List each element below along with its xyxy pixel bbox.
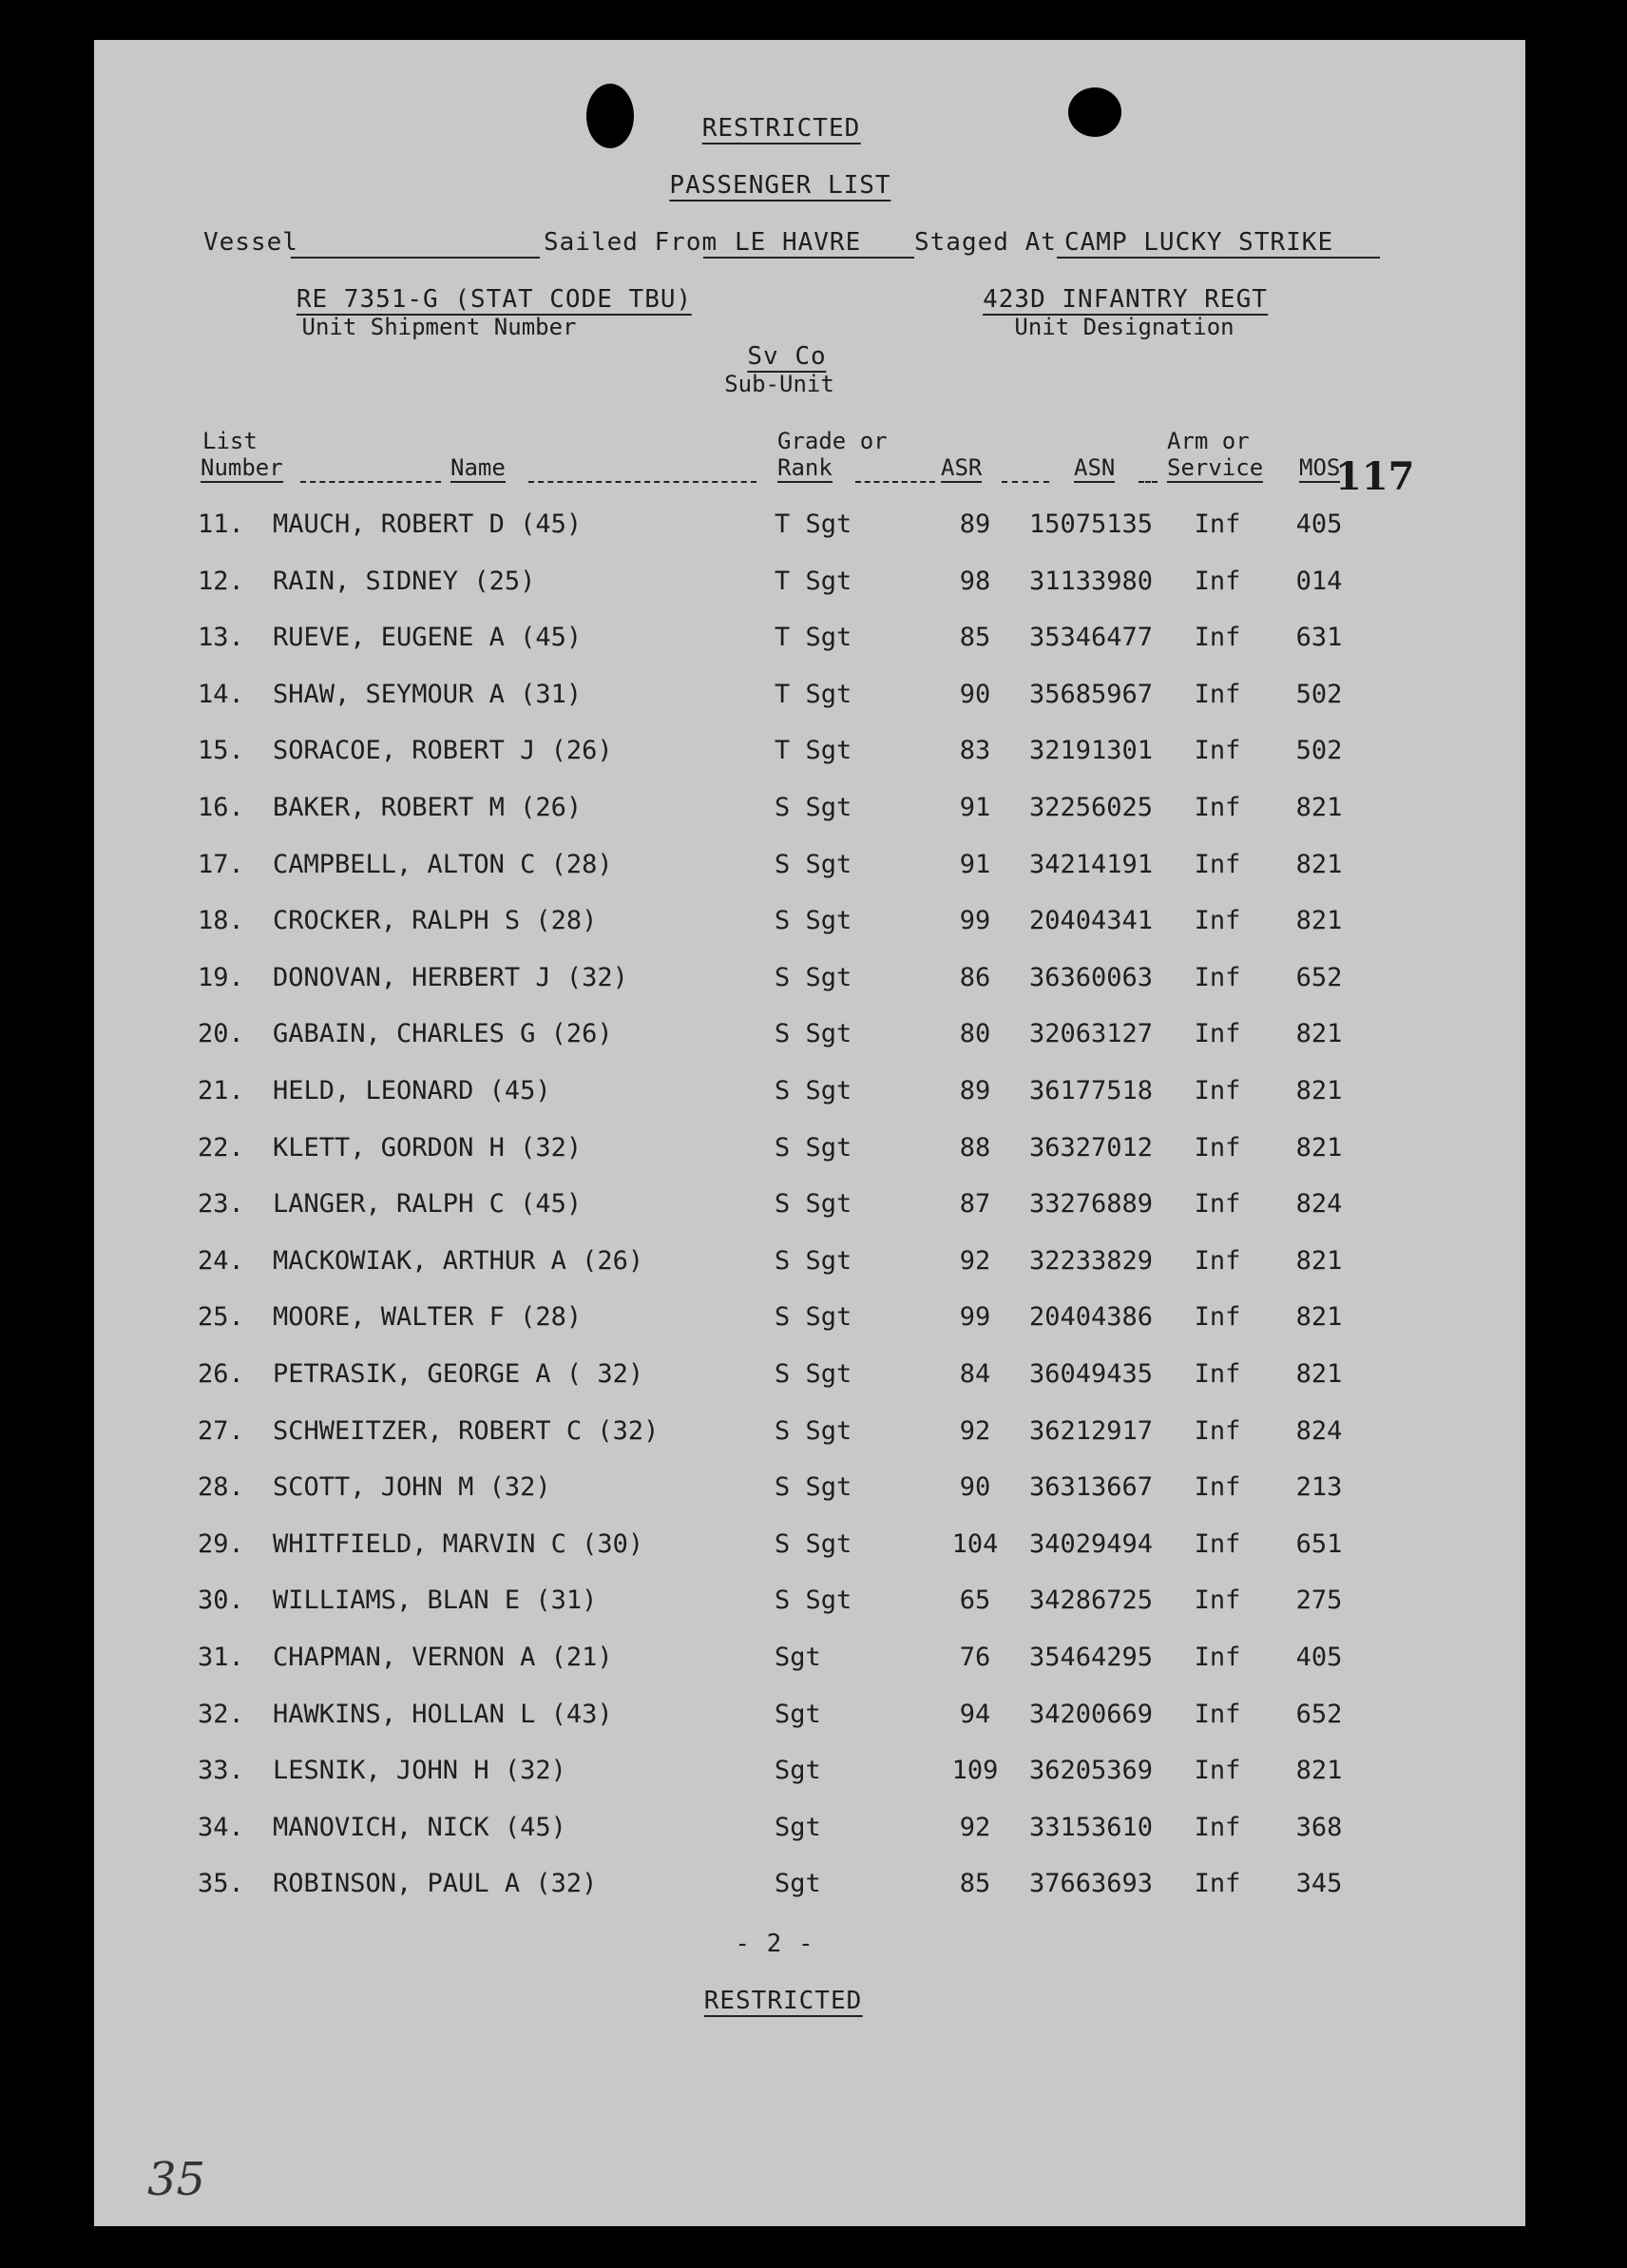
row-name: MAUCH, ROBERT D (45)	[273, 509, 583, 539]
row-arm-service: Inf	[1194, 1019, 1241, 1048]
table-row	[0, 850, 1627, 888]
row-mos: 821	[1295, 793, 1343, 822]
row-grade: S Sgt	[775, 1189, 852, 1219]
row-mos: 821	[1295, 1246, 1343, 1276]
row-arm-service: Inf	[1194, 1813, 1241, 1842]
col-asr: ASR	[941, 454, 983, 481]
row-list-number: 30.	[198, 1586, 244, 1615]
sub-unit-label: Sub-Unit	[724, 371, 834, 397]
table-row	[0, 1019, 1627, 1057]
row-mos: 821	[1295, 850, 1343, 879]
col-list-number-line2: Number	[201, 454, 283, 481]
row-asr: 88	[959, 1133, 991, 1163]
row-list-number: 29.	[198, 1529, 244, 1559]
row-grade: T Sgt	[775, 509, 852, 539]
row-arm-service: Inf	[1194, 1643, 1241, 1672]
row-list-number: 34.	[198, 1813, 244, 1842]
row-name: MANOVICH, NICK (45)	[273, 1813, 566, 1842]
row-name: SCOTT, JOHN M (32)	[273, 1472, 551, 1502]
row-arm-service: Inf	[1194, 850, 1241, 879]
row-asr: 87	[959, 1189, 991, 1219]
row-list-number: 15.	[198, 736, 244, 765]
row-grade: S Sgt	[775, 1586, 852, 1615]
table-row	[0, 736, 1627, 774]
row-list-number: 13.	[198, 623, 244, 652]
punch-hole-right	[1068, 87, 1121, 137]
row-asr: 99	[959, 1302, 991, 1332]
row-asr: 76	[959, 1643, 991, 1672]
row-list-number: 21.	[198, 1076, 244, 1105]
row-arm-service: Inf	[1194, 1246, 1241, 1276]
col-name: Name	[450, 454, 506, 481]
restricted-bottom: RESTRICTED	[703, 1987, 863, 2015]
table-row	[0, 509, 1627, 548]
row-grade: S Sgt	[775, 793, 852, 822]
page-title: PASSENGER LIST	[669, 171, 891, 200]
row-asn: 35346477	[1028, 623, 1154, 652]
row-grade: Sgt	[775, 1700, 821, 1729]
row-name: LESNIK, JOHN H (32)	[273, 1756, 566, 1785]
table-row	[0, 793, 1627, 831]
row-name: RAIN, SIDNEY (25)	[273, 567, 536, 596]
col-grade-line1: Grade or	[777, 428, 888, 454]
row-name: WHITFIELD, MARVIN C (30)	[273, 1529, 644, 1559]
table-row	[0, 567, 1627, 605]
row-list-number: 25.	[198, 1302, 244, 1332]
row-mos: 405	[1295, 1643, 1343, 1672]
row-mos: 821	[1295, 1133, 1343, 1163]
row-grade: S Sgt	[775, 963, 852, 992]
row-asn: 20404386	[1028, 1302, 1154, 1332]
row-grade: Sgt	[775, 1643, 821, 1672]
table-row	[0, 1359, 1627, 1397]
row-asn: 34200669	[1028, 1700, 1154, 1729]
row-name: MACKOWIAK, ARTHUR A (26)	[273, 1246, 644, 1276]
row-mos: 821	[1295, 906, 1343, 935]
row-grade: S Sgt	[775, 1019, 852, 1048]
row-asr: 89	[959, 509, 991, 539]
col-list-number-line1: List	[202, 428, 258, 454]
row-arm-service: Inf	[1194, 1302, 1241, 1332]
row-name: GABAIN, CHARLES G (26)	[273, 1019, 613, 1048]
row-asn: 32256025	[1028, 793, 1154, 822]
row-mos: 345	[1295, 1869, 1343, 1898]
sub-unit-value: Sv Co	[747, 342, 827, 371]
row-name: HAWKINS, HOLLAN L (43)	[273, 1700, 613, 1729]
row-arm-service: Inf	[1194, 793, 1241, 822]
row-asn: 32191301	[1028, 736, 1154, 765]
row-arm-service: Inf	[1194, 1359, 1241, 1389]
row-list-number: 33.	[198, 1756, 244, 1785]
row-name: WILLIAMS, BLAN E (31)	[273, 1586, 598, 1615]
vessel-label: Vessel	[203, 228, 298, 257]
table-row	[0, 1076, 1627, 1114]
row-name: RUEVE, EUGENE A (45)	[273, 623, 583, 652]
col-arm-line1: Arm or	[1167, 428, 1250, 454]
row-mos: 824	[1295, 1416, 1343, 1446]
row-grade: S Sgt	[775, 1416, 852, 1446]
row-asr: 85	[959, 1869, 991, 1898]
row-name: LANGER, RALPH C (45)	[273, 1189, 583, 1219]
row-arm-service: Inf	[1194, 963, 1241, 992]
row-asn: 36205369	[1028, 1756, 1154, 1785]
row-arm-service: Inf	[1194, 1529, 1241, 1559]
row-asn: 34214191	[1028, 850, 1154, 879]
row-asr: 90	[959, 1472, 991, 1502]
row-grade: S Sgt	[775, 850, 852, 879]
row-arm-service: Inf	[1194, 1076, 1241, 1105]
col-grade-line2: Rank	[777, 454, 833, 481]
row-list-number: 32.	[198, 1700, 244, 1729]
row-list-number: 24.	[198, 1246, 244, 1276]
row-asr: 99	[959, 906, 991, 935]
shipment-number-label: Unit Shipment Number	[301, 314, 577, 340]
row-list-number: 20.	[198, 1019, 244, 1048]
row-grade: T Sgt	[775, 623, 852, 652]
row-mos: 405	[1295, 509, 1343, 539]
row-arm-service: Inf	[1194, 623, 1241, 652]
row-asr: 84	[959, 1359, 991, 1389]
row-list-number: 28.	[198, 1472, 244, 1502]
row-grade: S Sgt	[775, 1472, 852, 1502]
table-row	[0, 1700, 1627, 1738]
row-asn: 35685967	[1028, 680, 1154, 709]
row-arm-service: Inf	[1194, 1189, 1241, 1219]
row-grade: T Sgt	[775, 680, 852, 709]
row-mos: 275	[1295, 1586, 1343, 1615]
row-asn: 35464295	[1028, 1643, 1154, 1672]
row-asr: 89	[959, 1076, 991, 1105]
row-asr: 65	[959, 1586, 991, 1615]
row-mos: 631	[1295, 623, 1343, 652]
row-asn: 31133980	[1028, 567, 1154, 596]
table-row	[0, 1869, 1627, 1907]
punch-hole-left	[586, 84, 634, 148]
table-row	[0, 1133, 1627, 1171]
table-row	[0, 963, 1627, 1001]
row-grade: Sgt	[775, 1869, 821, 1898]
table-row	[0, 680, 1627, 718]
row-name: PETRASIK, GEORGE A ( 32)	[273, 1359, 644, 1389]
unit-designation-value: 423D INFANTRY REGT	[983, 285, 1268, 314]
staged-at-value: CAMP LUCKY STRIKE	[1064, 228, 1334, 257]
row-mos: 652	[1295, 963, 1343, 992]
row-grade: Sgt	[775, 1756, 821, 1785]
row-name: MOORE, WALTER F (28)	[273, 1302, 583, 1332]
row-name: CAMPBELL, ALTON C (28)	[273, 850, 613, 879]
row-grade: T Sgt	[775, 736, 852, 765]
row-arm-service: Inf	[1194, 1586, 1241, 1615]
row-list-number: 35.	[198, 1869, 244, 1898]
row-name: CHAPMAN, VERNON A (21)	[273, 1643, 613, 1672]
row-asr: 91	[959, 850, 991, 879]
row-asr: 92	[959, 1246, 991, 1276]
sailed-from-label: Sailed From	[544, 228, 718, 257]
row-mos: 502	[1295, 736, 1343, 765]
row-asr: 86	[959, 963, 991, 992]
row-asn: 36177518	[1028, 1076, 1154, 1105]
table-row	[0, 1529, 1627, 1567]
row-arm-service: Inf	[1194, 1700, 1241, 1729]
row-asn: 34029494	[1028, 1529, 1154, 1559]
sailed-from-value: LE HAVRE	[735, 228, 862, 257]
table-row	[0, 1813, 1627, 1851]
row-mos: 502	[1295, 680, 1343, 709]
row-asn: 33153610	[1028, 1813, 1154, 1842]
row-list-number: 14.	[198, 680, 244, 709]
row-arm-service: Inf	[1194, 1869, 1241, 1898]
row-asn: 34286725	[1028, 1586, 1154, 1615]
row-asr: 92	[959, 1416, 991, 1446]
row-mos: 821	[1295, 1359, 1343, 1389]
row-grade: S Sgt	[775, 906, 852, 935]
table-row	[0, 1643, 1627, 1681]
row-list-number: 12.	[198, 567, 244, 596]
row-arm-service: Inf	[1194, 567, 1241, 596]
restricted-top: RESTRICTED	[701, 114, 861, 143]
row-asn: 20404341	[1028, 906, 1154, 935]
row-list-number: 26.	[198, 1359, 244, 1389]
row-mos: 368	[1295, 1813, 1343, 1842]
row-asr: 109	[951, 1756, 999, 1785]
row-asn: 32063127	[1028, 1019, 1154, 1048]
row-asr: 104	[951, 1529, 999, 1559]
row-name: HELD, LEONARD (45)	[273, 1076, 551, 1105]
row-name: ROBINSON, PAUL A (32)	[273, 1869, 598, 1898]
row-mos: 824	[1295, 1189, 1343, 1219]
row-list-number: 23.	[198, 1189, 244, 1219]
row-list-number: 22.	[198, 1133, 244, 1163]
row-mos: 213	[1295, 1472, 1343, 1502]
col-arm-line2: Service	[1167, 454, 1264, 481]
row-name: SCHWEITZER, ROBERT C (32)	[273, 1416, 660, 1446]
row-asn: 33276889	[1028, 1189, 1154, 1219]
row-arm-service: Inf	[1194, 1756, 1241, 1785]
row-arm-service: Inf	[1194, 736, 1241, 765]
row-mos: 821	[1295, 1302, 1343, 1332]
row-arm-service: Inf	[1194, 906, 1241, 935]
row-asn: 37663693	[1028, 1869, 1154, 1898]
row-name: DONOVAN, HERBERT J (32)	[273, 963, 628, 992]
row-asn: 32233829	[1028, 1246, 1154, 1276]
row-mos: 821	[1295, 1076, 1343, 1105]
row-mos: 652	[1295, 1700, 1343, 1729]
row-asr: 94	[959, 1700, 991, 1729]
row-list-number: 31.	[198, 1643, 244, 1672]
unit-designation-label: Unit Designation	[1014, 314, 1235, 340]
row-name: KLETT, GORDON H (32)	[273, 1133, 583, 1163]
col-asn: ASN	[1074, 454, 1116, 481]
row-asr: 91	[959, 793, 991, 822]
row-list-number: 11.	[198, 509, 244, 539]
row-name: CROCKER, RALPH S (28)	[273, 906, 598, 935]
row-mos: 651	[1295, 1529, 1343, 1559]
row-name: SORACOE, ROBERT J (26)	[273, 736, 613, 765]
row-grade: S Sgt	[775, 1076, 852, 1105]
row-list-number: 19.	[198, 963, 244, 992]
row-grade: S Sgt	[775, 1246, 852, 1276]
table-row	[0, 1586, 1627, 1624]
row-list-number: 17.	[198, 850, 244, 879]
row-name: SHAW, SEYMOUR A (31)	[273, 680, 583, 709]
row-asr: 92	[959, 1813, 991, 1842]
page-number: - 2 -	[735, 1930, 814, 1958]
row-arm-service: Inf	[1194, 1416, 1241, 1446]
row-mos: 014	[1295, 567, 1343, 596]
row-asn: 36049435	[1028, 1359, 1154, 1389]
row-asn: 15075135	[1028, 509, 1154, 539]
table-row	[0, 1302, 1627, 1340]
handwritten-page-number: 117	[1335, 454, 1415, 499]
row-grade: S Sgt	[775, 1302, 852, 1332]
table-row	[0, 1246, 1627, 1284]
table-row	[0, 906, 1627, 944]
row-grade: T Sgt	[775, 567, 852, 596]
row-mos: 821	[1295, 1019, 1343, 1048]
row-asn: 36360063	[1028, 963, 1154, 992]
row-asn: 36212917	[1028, 1416, 1154, 1446]
row-grade: S Sgt	[775, 1359, 852, 1389]
row-name: BAKER, ROBERT M (26)	[273, 793, 583, 822]
row-mos: 821	[1295, 1756, 1343, 1785]
row-arm-service: Inf	[1194, 1133, 1241, 1163]
row-grade: Sgt	[775, 1813, 821, 1842]
shipment-number-value: RE 7351-G (STAT CODE TBU)	[296, 285, 693, 314]
row-asr: 90	[959, 680, 991, 709]
table-row	[0, 1756, 1627, 1794]
handwritten-note: 35	[147, 2153, 206, 2206]
row-arm-service: Inf	[1194, 509, 1241, 539]
table-row	[0, 1189, 1627, 1227]
row-list-number: 27.	[198, 1416, 244, 1446]
row-grade: S Sgt	[775, 1133, 852, 1163]
row-asn: 36327012	[1028, 1133, 1154, 1163]
table-row	[0, 623, 1627, 661]
row-asr: 85	[959, 623, 991, 652]
row-list-number: 16.	[198, 793, 244, 822]
row-asr: 83	[959, 736, 991, 765]
row-asr: 98	[959, 567, 991, 596]
table-row	[0, 1472, 1627, 1510]
row-asn: 36313667	[1028, 1472, 1154, 1502]
row-arm-service: Inf	[1194, 1472, 1241, 1502]
row-list-number: 18.	[198, 906, 244, 935]
table-row	[0, 1416, 1627, 1454]
row-asr: 80	[959, 1019, 991, 1048]
row-grade: S Sgt	[775, 1529, 852, 1559]
row-arm-service: Inf	[1194, 680, 1241, 709]
col-mos: MOS	[1299, 454, 1341, 481]
staged-at-label: Staged At	[914, 228, 1057, 257]
